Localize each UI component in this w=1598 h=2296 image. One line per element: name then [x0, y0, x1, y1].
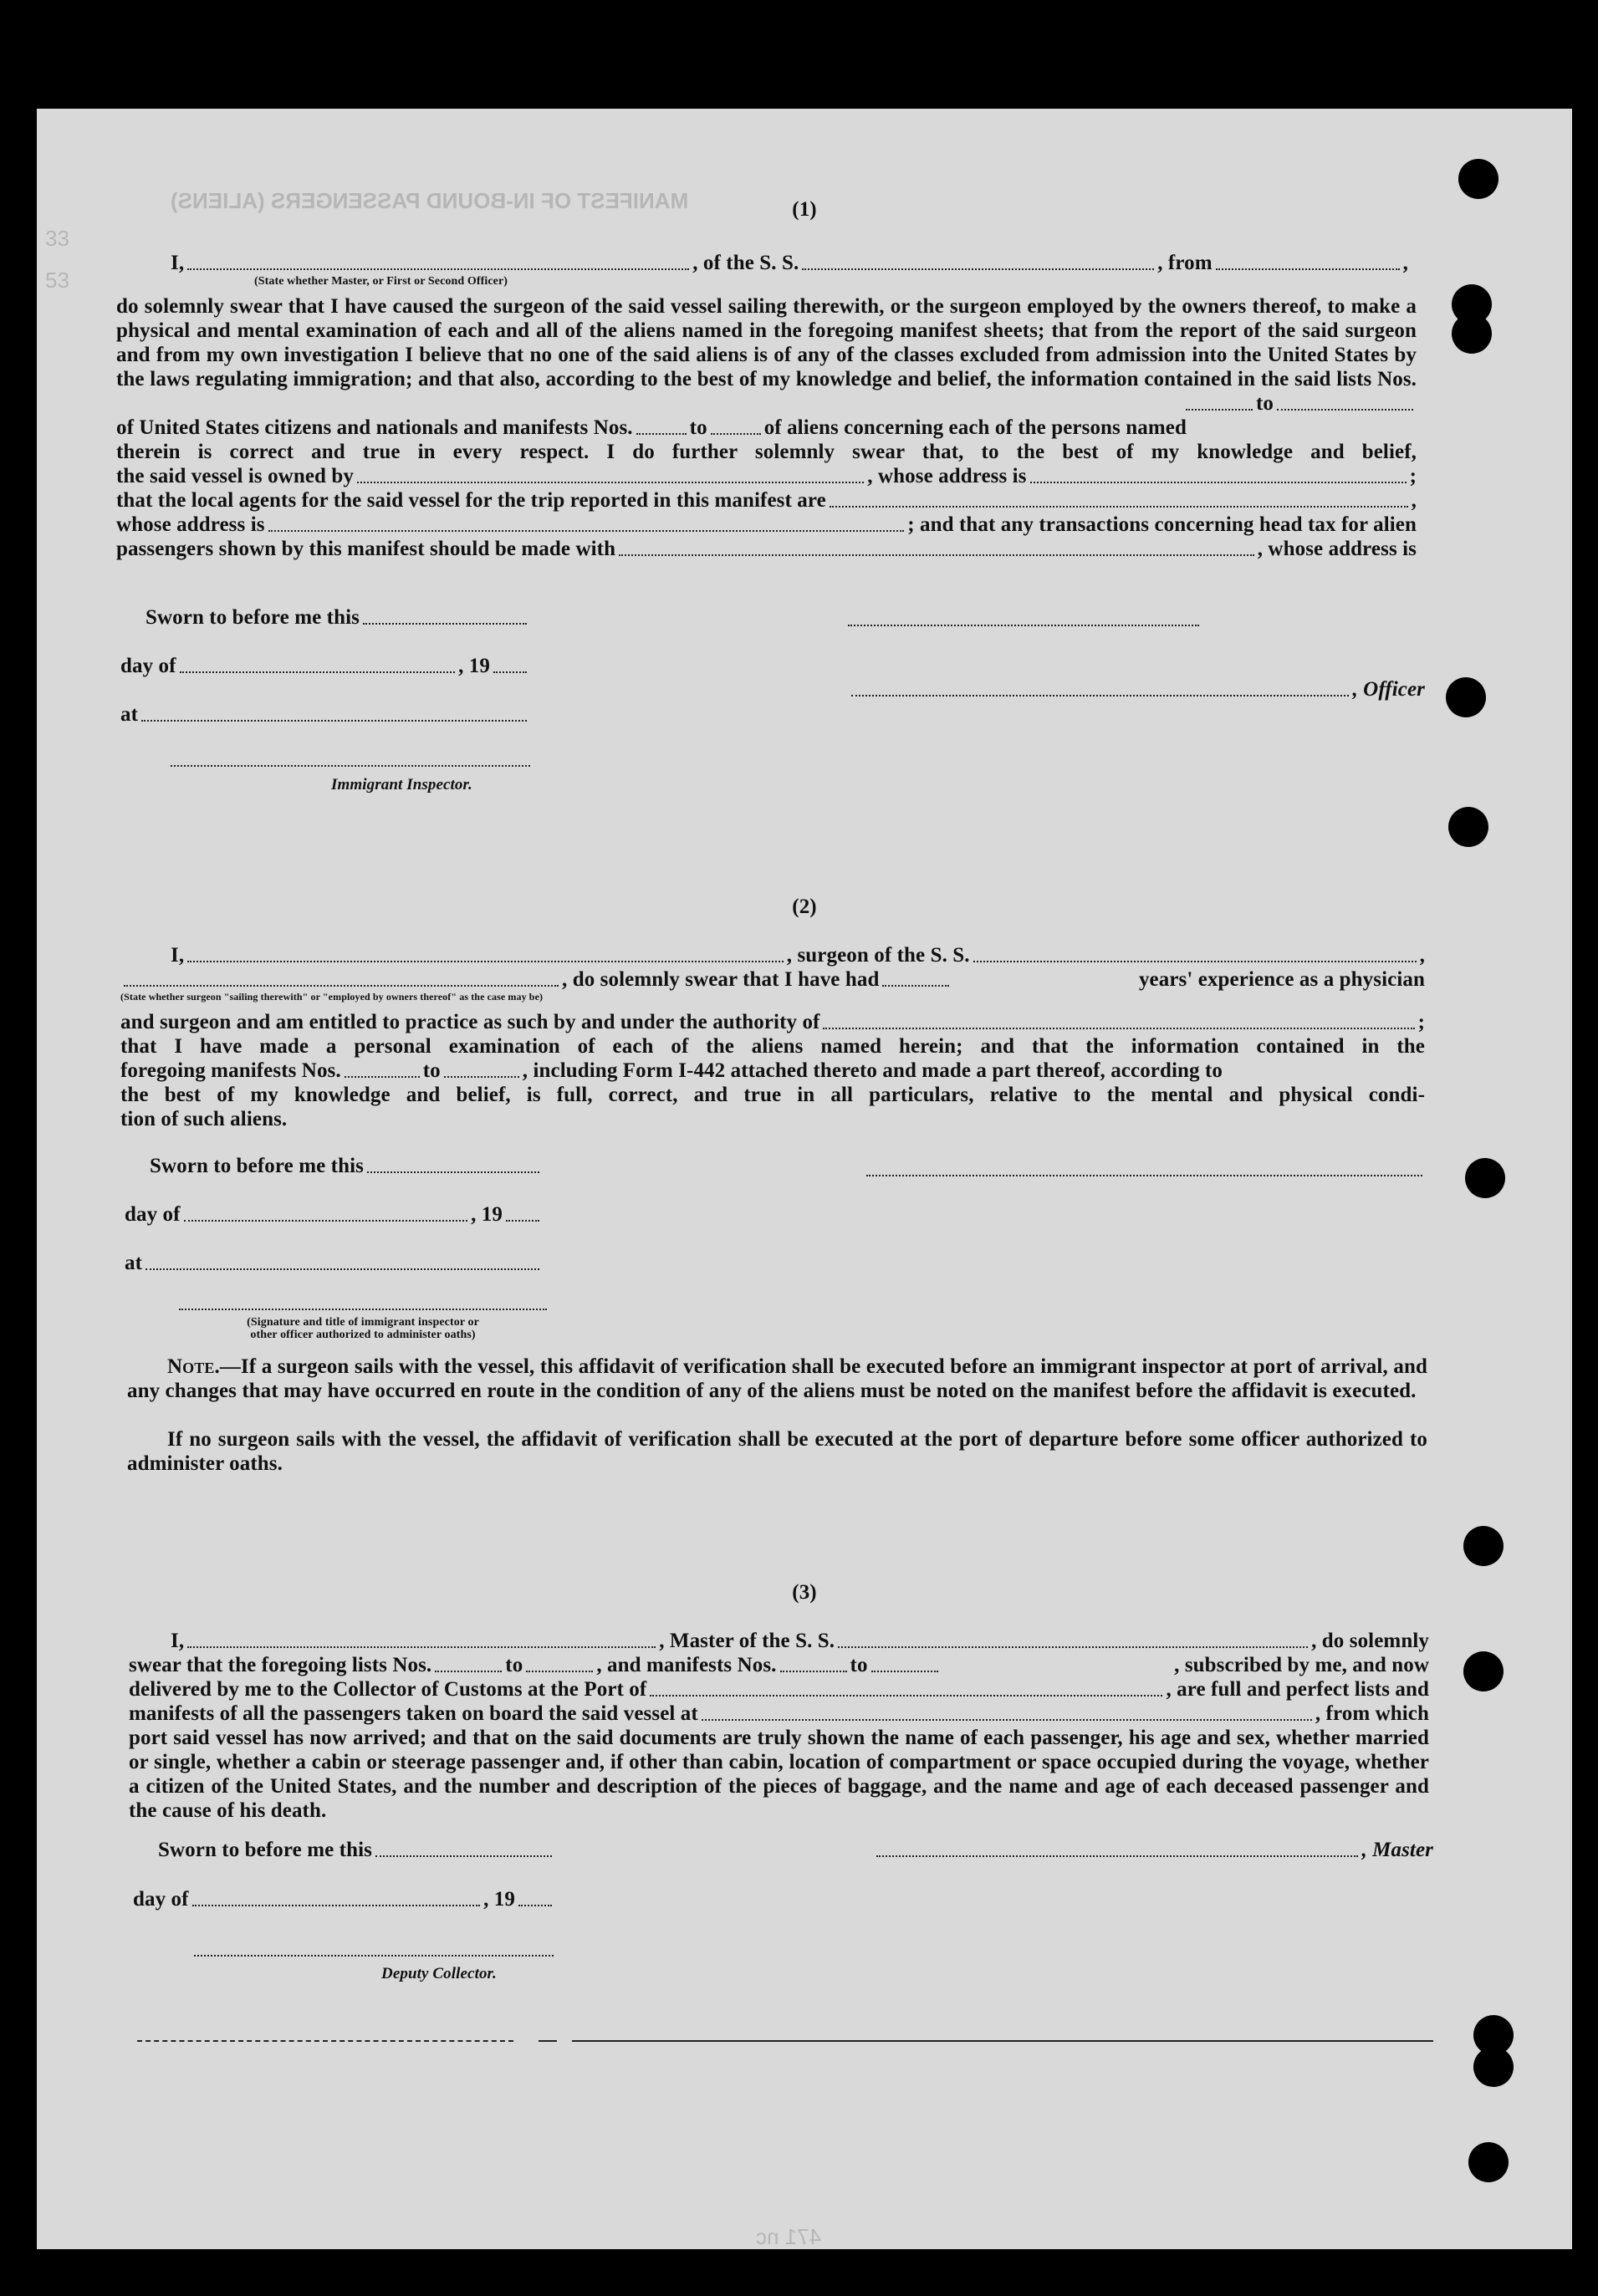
s1-true-line: therein is correct and true in every respect. I do further solemnly swear that, to the best of my knowledge and belief,	[116, 441, 1417, 463]
bleed-through-stamp: MANIFEST OF IN-BOUND PASSENGERS (ALIENS)	[171, 188, 689, 213]
s1-inspector-line	[171, 765, 530, 767]
s2-line-6: the best of my knowledge and belief, is full, correct, and true in all particulars, relative to the mental and physical condi-	[120, 1084, 1425, 1106]
s1-agents-line: that the local agents for the said vessel for the trip reported in this manifest are ,	[116, 489, 1417, 512]
s3-line-3: delivered by me to the Collector of Customs at the Port of , are full and perfect lists and	[129, 1678, 1429, 1701]
s3-line-1: I, , Master of the S. S. , do solemnly	[171, 1630, 1429, 1652]
s2-line-3: and surgeon and am entitled to practice as such by and under the authority of ;	[120, 1011, 1425, 1033]
s1-at-line: at	[120, 702, 530, 727]
s3-day-line: day of , 19	[133, 1887, 555, 1911]
s3-master-line: , Master	[873, 1838, 1433, 1862]
binder-hole	[1473, 2047, 1514, 2087]
s1-line-1: I, , of the S. S. , from ,	[171, 252, 1408, 274]
s3-deputy-label: Deputy Collector.	[381, 1965, 497, 1982]
bottom-rule-right	[572, 2040, 1433, 2042]
marginal-number: 53	[45, 268, 69, 293]
s1-paragraph: do solemnly swear that I have caused the surgeon of the said vessel sailing therewith, or the surgeon employed by the owners thereof, to make a physical and mental examination of each and all of the aliens named in the foregoing manifest sheets; that from the report of the said surgeon and from my own investigation I believe that no one of the said aliens is of any of the classes excluded from admission into the United States by the laws regulating immigration; and that also, according to the best of my knowledge and belief, the information contained in the said lists Nos.	[116, 295, 1417, 390]
s2-note-paragraph-2: If no surgeon sails with the vessel, the affidavit of verification shall be executed at the port of departure before some officer authorized to administer oaths.	[127, 1428, 1427, 1475]
binder-hole	[1468, 2142, 1509, 2182]
s2-at-line: at	[125, 1251, 543, 1275]
s2-note-paragraph: Note.—If a surgeon sails with the vessel, this affidavit of verification shall be executed before an immigrant inspector at port of arrival, and any changes that may have occurred en route in the condition of any of the aliens must be noted on the manifest before the affidavit is executed.	[127, 1355, 1427, 1402]
s2-surgeon-note: (State whether surgeon "sailing therewith" or "employed by owners thereof" as the case may be)	[120, 991, 544, 1003]
s2-sworn-line: Sworn to before me this	[150, 1154, 543, 1178]
s1-passengers-line: passengers shown by this manifest should be made with , whose address is	[116, 538, 1417, 560]
bottom-rule-left	[137, 2040, 513, 2042]
s1-of-ss: , of the S. S.	[692, 252, 799, 274]
s2-sig-line	[179, 1309, 547, 1310]
s1-officer-line: , Officer	[848, 677, 1425, 702]
s3-paragraph: port said vessel has now arrived; and that on the said documents are truly shown the name of each passenger, his age and sex, whether married or single, whether a cabin or steerage passenger and, if other than cabin, location of compartment or space occupied during the voyage, whether a citizen of the United States, and the number and description of the pieces of baggage, and the name and age of each deceased passenger and the cause of his death.	[129, 1727, 1429, 1822]
footer-mark: 471 nc	[756, 2224, 822, 2249]
s2-line-7: tion of such aliens.	[120, 1108, 288, 1130]
bottom-rule-dash	[539, 2040, 557, 2042]
s2-line-4: that I have made a personal examination of each of the aliens named herein; and that the information contained in the	[120, 1035, 1425, 1058]
s2-signature-line	[866, 1175, 1422, 1176]
s2-sig-caption-2: other officer authorized to administer oaths)	[250, 1329, 476, 1341]
binder-hole	[1465, 1158, 1505, 1198]
manifest-back-page	[37, 109, 1572, 2249]
section-3-heading: (3)	[792, 1581, 817, 1604]
s3-sworn-line: Sworn to before me this	[158, 1838, 555, 1862]
s2-line-2: , do solemnly swear that I have had years' experience as a physician	[120, 967, 1425, 992]
s1-officer-note: (State whether Master, or First or Second Officer)	[254, 275, 508, 288]
s2-line-5: foregoing manifests Nos. to , including Form I-442 attached thereto and made a part thereof, according to	[120, 1059, 1223, 1082]
binder-hole	[1458, 159, 1498, 199]
binder-hole	[1452, 314, 1492, 354]
section-1-heading: (1)	[792, 198, 817, 221]
binder-hole	[1446, 677, 1486, 717]
s1-day-line: day of , 19	[120, 654, 530, 678]
s1-address-line: whose address is ; and that any transactions concerning head tax for alien	[116, 513, 1417, 536]
s3-deputy-line	[194, 1955, 554, 1957]
s1-inspector-label: Immigrant Inspector.	[331, 776, 472, 793]
s1-sworn-line: Sworn to before me this	[146, 605, 530, 630]
marginal-number: 33	[45, 226, 69, 251]
binder-hole	[1463, 1651, 1504, 1691]
section-2-heading: (2)	[792, 895, 817, 918]
s2-sig-caption-1: (Signature and title of immigrant inspector or	[247, 1316, 479, 1329]
s1-from: , from	[1157, 252, 1213, 274]
s2-day-line: day of , 19	[125, 1202, 543, 1227]
s3-line-4: manifests of all the passengers taken on board the said vessel at , from which	[129, 1702, 1429, 1725]
binder-hole	[1463, 1526, 1504, 1566]
s1-i: I,	[171, 252, 185, 274]
s1-owned-line: the said vessel is owned by , whose address is ;	[116, 465, 1417, 487]
s1-lists-to: to	[1182, 391, 1417, 416]
s1-signature-line-top	[848, 625, 1199, 626]
s1-citizens-line: of United States citizens and nationals and manifests Nos. to of aliens concerning each of the persons named	[116, 416, 1187, 439]
s3-line-2: swear that the foregoing lists Nos. to , and manifests Nos. to , subscribed by me, and now	[129, 1654, 1429, 1676]
binder-hole	[1448, 807, 1488, 847]
s2-line-1: I, , surgeon of the S. S. ,	[171, 944, 1425, 967]
